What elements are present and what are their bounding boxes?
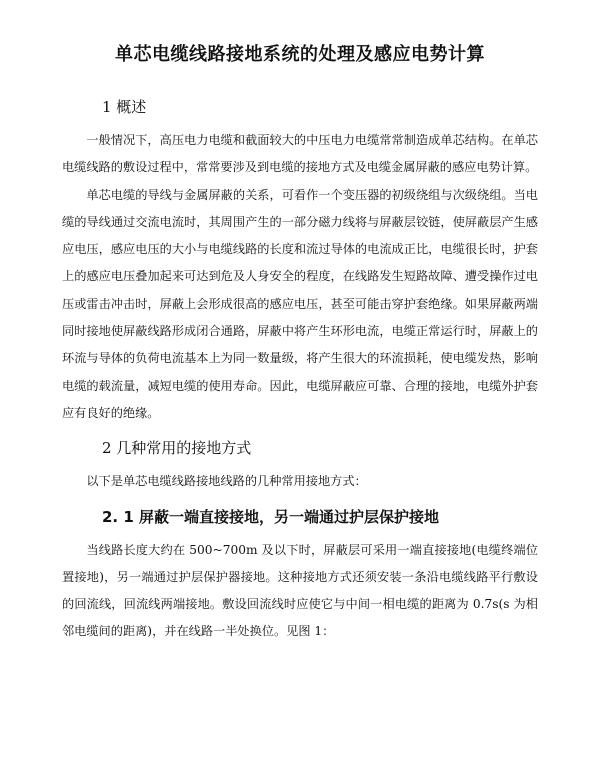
section-heading-grounding-methods: 2 几种常用的接地方式 <box>102 439 252 458</box>
section-heading-overview: 1 概述 <box>102 98 147 116</box>
paragraph: 当线路长度大约在 500~700m 及以下时，屏蔽层可采用一端直接接地(电缆终端位置接地)，另一端通过护层保护器接地。这种接地方式还须安装一条沿电缆线路平行敷设的回流线，回流线两端接地。敷设回流线时应使它与中间一相电缆的距离为 0.7s(s 为相邻电缆间的距离)，并在线路一半处换位。见图 1： <box>62 542 538 639</box>
paragraph: 单芯电缆的导线与金属屏蔽的关系，可看作一个变压器的初级绕组与次级绕组。当电缆的导线通过交流电流时，其周围产生的一部分磁力线将与屏蔽层铰链，使屏蔽层产生感应电压，感应电压的大小与电缆线路的长度和流过导体的电流成正比，电缆很长时，护套上的感应电压叠加起来可达到危及人身安全的程度，在线路发生短路故障、遭受操作过电压或雷击冲击时，屏蔽上会形成很高的感应电压，甚至可能击穿护套绝缘。如果屏蔽两端同时接地使屏蔽线路形成闭合通路，屏蔽中将产生环形电流，电缆正常运行时，屏蔽上的环流与导体的负荷电流基本上为同一数量级，将产生很大的环流损耗，使电缆发热，影响电缆的载流量，减短电缆的使用寿命。因此，电缆屏蔽应可靠、合理的接地，电缆外护套应有良好的绝缘。 <box>62 187 538 420</box>
document-title: 单芯电缆线路接地系统的处理及感应电势计算 <box>115 44 485 65</box>
subsection-heading-2-1: 2. 1 屏蔽一端直接接地，另一端通过护层保护接地 <box>102 507 440 526</box>
paragraph: 以下是单芯电缆线路接地线路的几种常用接地方式： <box>86 474 367 489</box>
paragraph: 一般情况下，高压电力电缆和截面较大的中压电力电缆常常制造成单芯结构。在单芯电缆线路的敷设过程中，常常要涉及到电缆的接地方式及电缆金属屏蔽的感应电势计算。 <box>62 133 538 175</box>
